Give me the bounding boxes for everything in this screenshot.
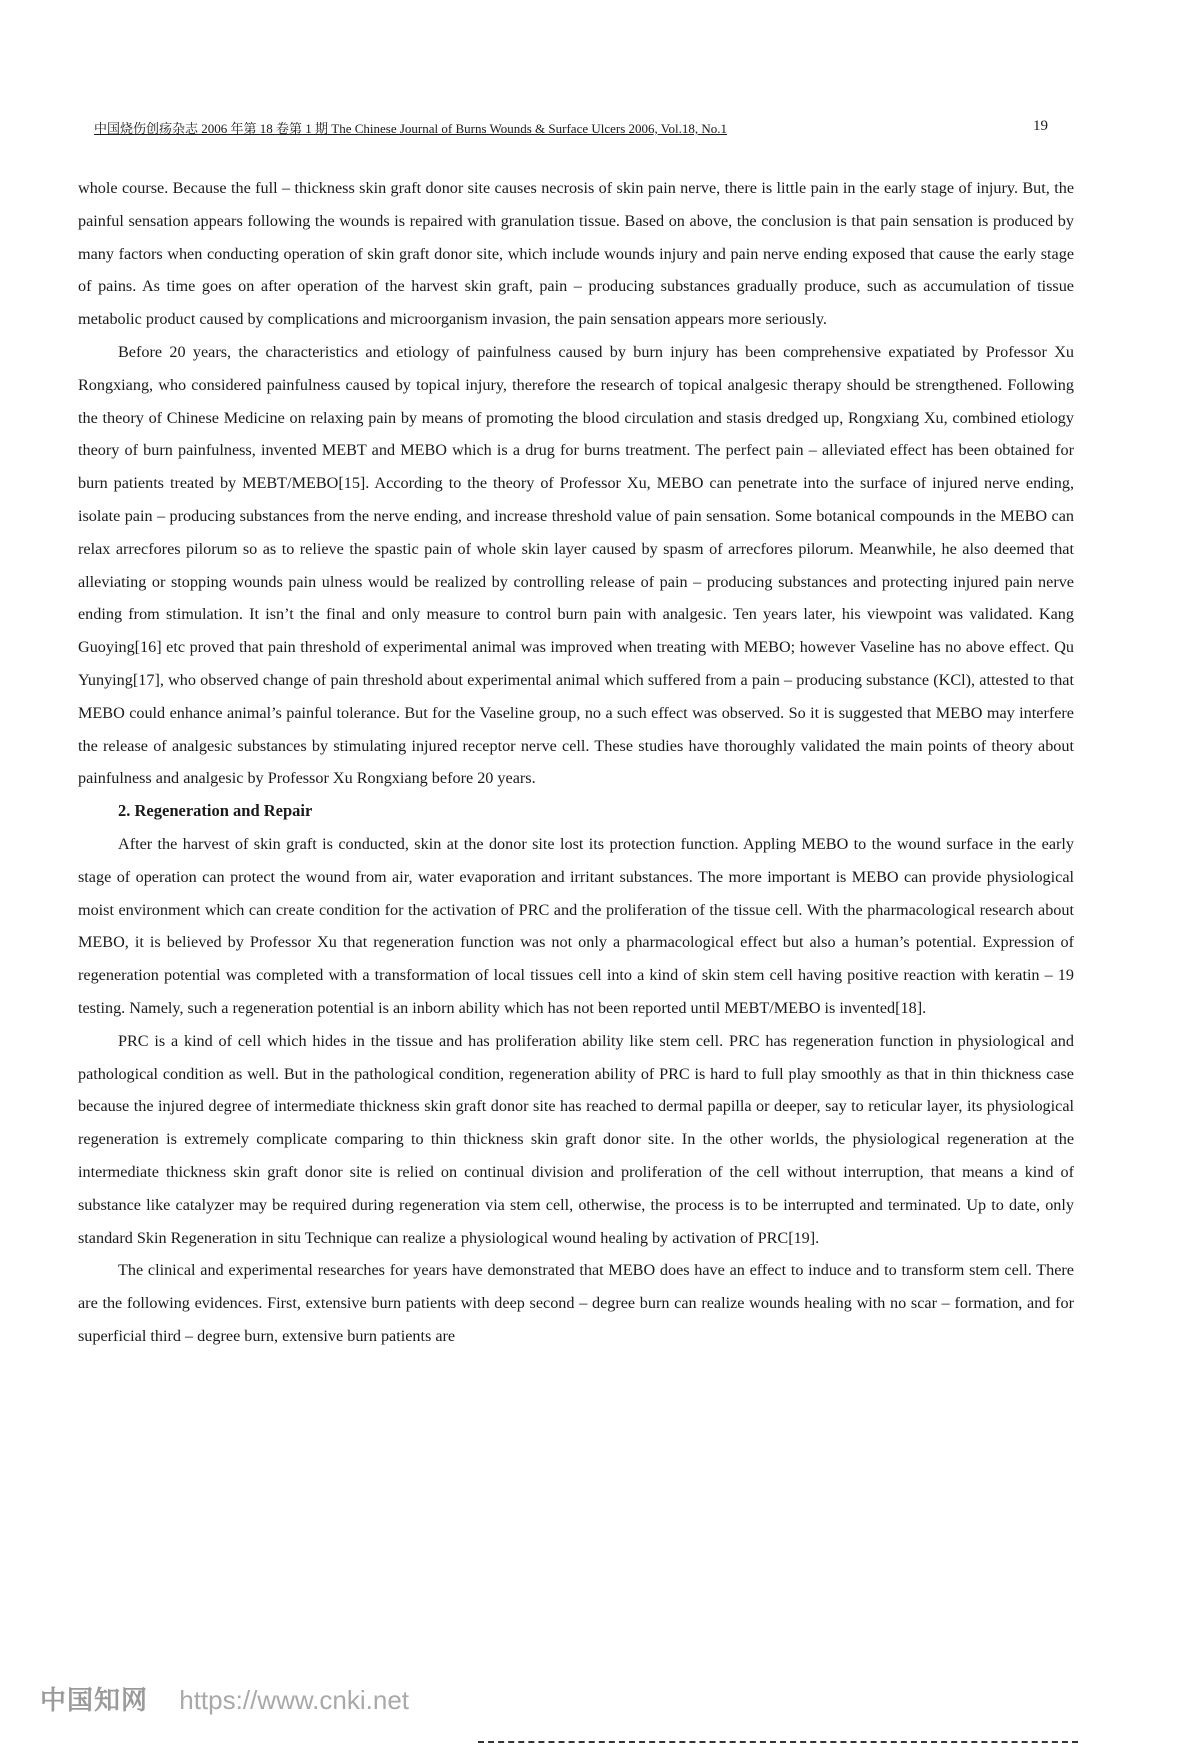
paragraph: Before 20 years, the characteristics and etiology of painfulness caused by burn injury has been comprehensive expatiated by Professor Xu Rongxiang, who considered painfulness caused by topical injury, therefore the research of topical analgesic therapy should be strengthened. Following the theory of Chinese Medicine on relaxing pain by means of promoting the blood circulation and stasis dredged up, Rongxiang Xu, combined etiology theory of burn painfulness, invented MEBT and MEBO which is a drug for burns treatment. The perfect pain – alleviated effect has been obtained for burn patients treated by MEBT/MEBO[15]. According to the theory of Professor Xu, MEBO can penetrate into the surface of injured nerve ending, isolate pain – producing substances from the nerve ending, and increase threshold value of pain sensation. Some botanical compounds in the MEBO can relax arrecfores pilorum so as to relieve the spastic pain of whole skin layer caused by spasm of arrecfores pilorum. Meanwhile, he also deemed that alleviating or stopping wounds pain ulness would be realized by controlling release of pain – producing substances and protecting injured pain nerve ending from stimulation. It isn’t the final and only measure to control burn pain with analgesic. Ten years later, his viewpoint was validated. Kang Guoying[16] etc proved that pain threshold of experimental animal was improved when treating with MEBO; however Vaseline has no above effect. Qu Yunying[17], who observed change of pain threshold about experimental animal which suffered from a pain – producing substance (KCl), attested to that MEBO could enhance animal’s painful tolerance. But for the Vaseline group, no a such effect was observed. So it is suggested that MEBO may interfere the release of analgesic substances by stimulating injured receptor nerve cell. These studies have thoroughly validated the main points of theory about painfulness and analgesic by Professor Xu Rongxiang before 20 years. (78, 342, 1074, 788)
article-body (78, 172, 1074, 1353)
section-heading: 2. Regeneration and Repair (118, 801, 313, 821)
paragraph: PRC is a kind of cell which hides in the tissue and has proliferation ability like stem cell. PRC has regeneration function in physiological and pathological condition as well. But in the pathological condition, regeneration ability of PRC is hard to full play smoothly as that in thin thickness case because the injured degree of intermediate thickness skin graft donor site has reached to dermal papilla or deeper, say to reticular layer, its physiological regeneration is extremely complicate comparing to thin thickness skin graft donor site. In the other worlds, the physiological regeneration at the intermediate thickness skin graft donor site is relied on continual division and proliferation of the cell without interruption, that means a kind of substance like catalyzer may be required during regeneration via stem cell, otherwise, the process is to be interrupted and terminated. Up to date, only standard Skin Regeneration in situ Technique can realize a physiological wound healing by activation of PRC[19]. (78, 1031, 1074, 1247)
cnki-url[interactable]: https://www.cnki.net (179, 1685, 410, 1715)
cnki-logo: 中国知网 (40, 1685, 149, 1715)
paragraph: whole course. Because the full – thickness skin graft donor site causes necrosis of skin pain nerve, there is little pain in the early stage of injury. But, the painful sensation appears following the wounds is repaired with granulation tissue. Based on above, the conclusion is that pain sensation is produced by many factors when conducting operation of skin graft donor site, which include wounds injury and pain nerve ending exposed that cause the early stage of pains. As time goes on after operation of the harvest skin graft, pain – producing substances gradually produce, such as accumulation of tissue metabolic product caused by complications and microorganism invasion, the pain sensation appears more seriously. (78, 179, 1074, 329)
page-number: 19 (1033, 118, 1048, 134)
running-header (94, 118, 1054, 140)
paragraph: The clinical and experimental researches for years have demonstrated that MEBO does have an effect to induce and to transform stem cell. There are the following evidences. First, extensive burn patients with deep second – degree burn can realize wounds healing with no scar – formation, and for superficial third – degree burn, extensive burn patients are (78, 1261, 1074, 1345)
running-title: 中国烧伤创疡杂志 2006 年第 18 卷第 1 期 The Chinese Journal of Burns Wounds & Surface Ulcers 2006, Vol.18, No.1 (94, 121, 728, 136)
bottom-rule (478, 1741, 1078, 1743)
paragraph: After the harvest of skin graft is conducted, skin at the donor site lost its protection function. Appling MEBO to the wound surface in the early stage of operation can protect the wound from air, water evaporation and irritant substances. The more important is MEBO can provide physiological moist environment which can create condition for the activation of PRC and the proliferation of the tissue cell. With the pharmacological research about MEBO, it is believed by Professor Xu that regeneration function was not only a pharmacological effect but also a human’s potential. Expression of regeneration potential was completed with a transformation of local tissues cell into a kind of skin stem cell having positive reaction with keratin – 19 testing. Namely, such a regeneration potential is an inborn ability which has not been reported until MEBT/MEBO is invented[18]. (78, 834, 1074, 1017)
cnki-watermark (40, 1680, 409, 1717)
